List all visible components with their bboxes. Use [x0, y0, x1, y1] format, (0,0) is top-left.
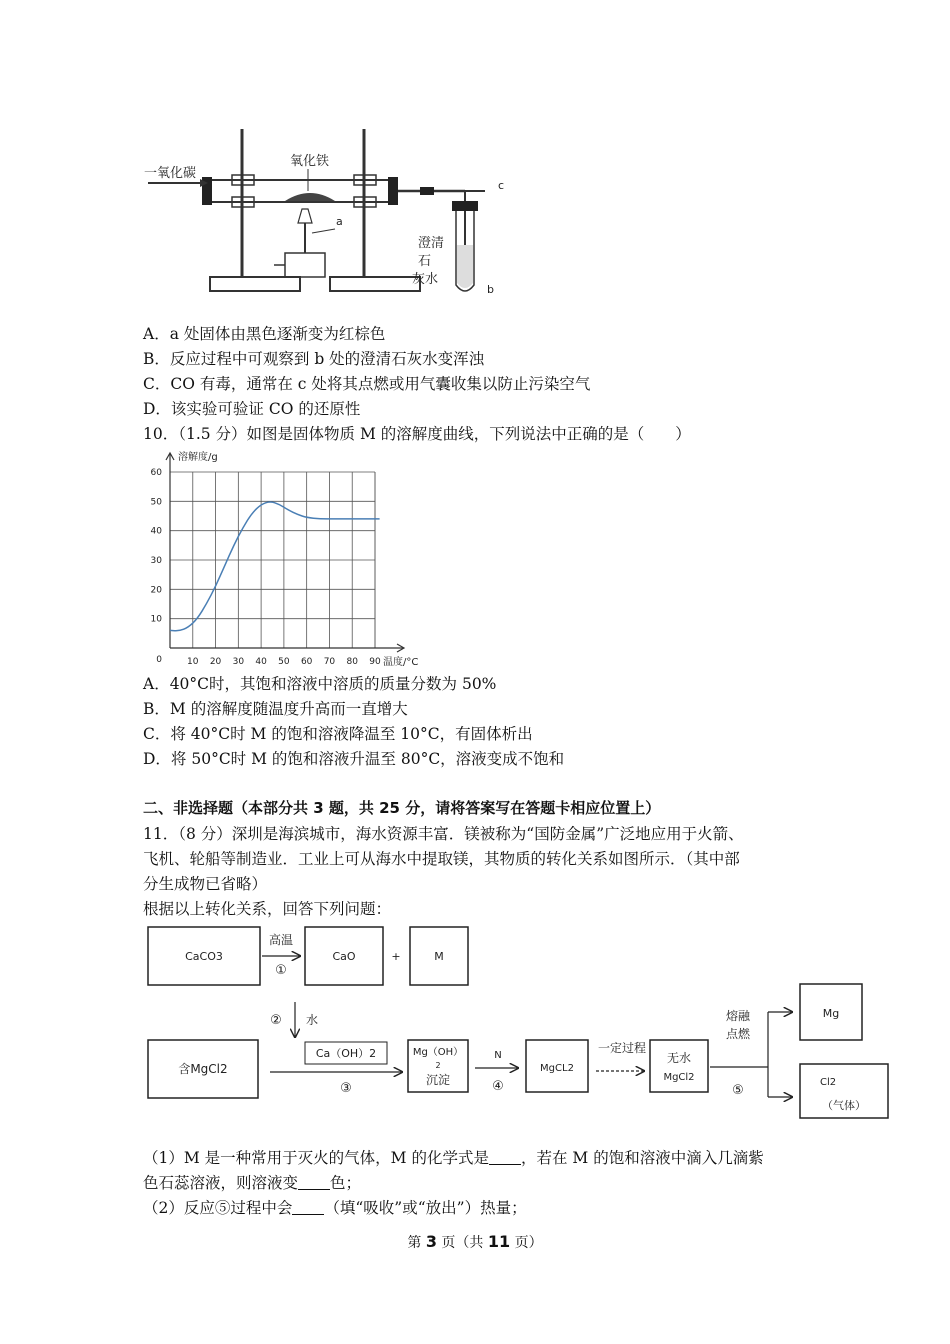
x-tick-label: 60 — [300, 657, 313, 667]
y-tick-label: 50 — [150, 497, 162, 508]
text-step3: ③ — [340, 1081, 352, 1096]
y-tick-label: 10 — [150, 614, 162, 625]
q11-sub1-text-b: ，若在 M 的饱和溶液中滴入几滴紫 — [520, 1149, 764, 1167]
q11-sub2-text-b: （填“吸收”或“放出”）热量； — [324, 1199, 527, 1217]
x-axis-label: 温度/°C — [383, 657, 419, 668]
footer-mid: 页（共 — [436, 1235, 488, 1251]
answer-blank-heat[interactable] — [292, 1199, 324, 1215]
x-tick-label: 50 — [278, 657, 290, 667]
q11-sub1-line2 — [143, 1172, 361, 1194]
text-n: N — [494, 1050, 502, 1061]
answer-blank-color[interactable] — [298, 1174, 330, 1190]
text-high-temp: 高温 — [268, 933, 294, 947]
solubility-chart — [140, 448, 420, 670]
label-c: c — [498, 179, 505, 192]
q11-line-1: 11．（8 分）深圳是海滨城市，海水资源丰富．镁被称为“国防金属”广泛地应用于火箭、 — [143, 825, 744, 843]
q9-option-d: D．该实验可验证 CO 的还原性 — [143, 400, 361, 418]
right-stand-base — [330, 277, 420, 291]
alcohol-burner — [285, 253, 325, 277]
q11-line-4: 根据以上转化关系，回答下列问题： — [143, 900, 392, 918]
limewater-label-2: 石 — [418, 254, 432, 269]
text-plus: + — [391, 950, 401, 963]
q11-sub1-text-c: 色石蕊溶液，则溶液变 — [143, 1174, 299, 1192]
x-tick-label: 90 — [369, 657, 381, 667]
y-tick-label: 60 — [150, 468, 162, 478]
text-step4: ④ — [492, 1079, 504, 1094]
text-process: 一定过程 — [597, 1041, 647, 1055]
text-mgcl2: MgCL2 — [540, 1063, 574, 1074]
origin-label: 0 — [156, 655, 162, 665]
q10-option-a: A．40°C时，其饱和溶液中溶质的质量分数为 50% — [143, 675, 497, 693]
text-caco3: CaCO3 — [185, 950, 223, 963]
text-m: M — [434, 950, 444, 963]
limewater-label-1: 澄清 — [418, 236, 445, 251]
text-cl2: Cl2 — [820, 1077, 837, 1088]
q11-line-2: 飞机、轮船等制造业．工业上可从海水中提取镁，其物质的转化关系如图所示．（其中部 — [143, 850, 740, 868]
footer-suffix: 页） — [510, 1235, 543, 1251]
y-tick-label: 40 — [150, 526, 162, 537]
label-b: b — [487, 283, 494, 296]
text-step1: ① — [275, 963, 287, 978]
label-a: a — [336, 215, 343, 228]
text-step2: ② — [270, 1013, 282, 1028]
section2-heading: 二、非选择题（本部分共 3 题，共 25 分，请将答案写在答题卡相应位置上） — [143, 799, 661, 817]
text-precipitate: 沉淀 — [425, 1073, 451, 1087]
q10-stem: 10．（1.5 分）如图是固体物质 M 的溶解度曲线，下列说法中正确的是（ ） — [143, 425, 691, 443]
q11-sub1-text-d: 色； — [330, 1174, 362, 1192]
footer-page-number: 3 — [425, 1232, 437, 1251]
footer-total-pages: 11 — [487, 1232, 511, 1251]
limewater-label-3: 灰水 — [412, 272, 439, 287]
x-tick-label: 20 — [209, 657, 222, 667]
box-anhydrous-mgcl2 — [650, 1040, 708, 1092]
left-stand-base — [210, 277, 300, 291]
text-molten: 熔融 — [725, 1009, 751, 1023]
q11-sub1-text-a: （1）M 是一种常用于灭火的气体，M 的化学式是 — [143, 1149, 489, 1167]
x-tick-label: 80 — [346, 657, 358, 667]
text-electrolysis: 点燃 — [725, 1027, 751, 1041]
magnesium-flow-diagram — [140, 922, 900, 1127]
x-tick-label: 30 — [232, 657, 245, 667]
y-axis-label: 溶解度/g — [178, 452, 218, 463]
answer-blank-formula[interactable] — [489, 1149, 521, 1165]
fe2o3-label: 氧化铁 — [290, 154, 330, 169]
text-anhydrous-mgcl2: MgCl2 — [663, 1072, 695, 1083]
q11-line-3: 分生成物已省略） — [143, 875, 268, 893]
text-water: 水 — [305, 1013, 319, 1027]
text-mg: Mg — [822, 1007, 840, 1020]
text-cao: CaO — [332, 950, 356, 963]
page-footer — [0, 1232, 950, 1252]
text-mgoh2-sub: 2 — [435, 1061, 441, 1070]
q10-option-c: C．将 40°C时 M 的饱和溶液降温至 10°C，有固体析出 — [143, 725, 533, 743]
y-tick-label: 30 — [150, 556, 162, 566]
text-caoh2: Ca（OH）2 — [315, 1047, 377, 1060]
text-anhydrous: 无水 — [666, 1051, 692, 1065]
q10-option-b: B．M 的溶解度随温度升高而一直增大 — [143, 700, 408, 718]
solubility-curve — [170, 502, 380, 631]
co-reduction-apparatus — [140, 125, 520, 300]
q11-sub2-text-a: （2）反应⑤过程中会 — [143, 1199, 293, 1217]
q9-option-a: A．a 处固体由黑色逐渐变为红棕色 — [143, 325, 386, 343]
x-tick-label: 40 — [255, 657, 267, 667]
text-step5: ⑤ — [732, 1083, 744, 1098]
x-tick-label: 70 — [323, 657, 336, 667]
x-tick-label: 10 — [187, 657, 199, 667]
q9-option-b: B．反应过程中可观察到 b 处的澄清石灰水变浑浊 — [143, 350, 485, 368]
iron-oxide-pile — [285, 193, 335, 201]
q11-sub1-line1 — [143, 1147, 764, 1169]
text-gas: （气体） — [822, 1099, 866, 1112]
co-label: 一氧化碳 — [144, 166, 197, 181]
footer-prefix: 第 — [407, 1235, 426, 1251]
q10-option-d: D．将 50°C时 M 的饱和溶液升温至 80°C，溶液变成不饱和 — [143, 750, 565, 768]
text-mgcl2-containing: 含MgCl2 — [178, 1062, 228, 1076]
text-mgoh2: Mg（OH） — [412, 1047, 464, 1058]
q11-sub2-line — [143, 1197, 527, 1219]
y-tick-label: 20 — [150, 585, 162, 596]
q9-option-c: C．CO 有毒，通常在 c 处将其点燃或用气囊收集以防止污染空气 — [143, 375, 591, 393]
